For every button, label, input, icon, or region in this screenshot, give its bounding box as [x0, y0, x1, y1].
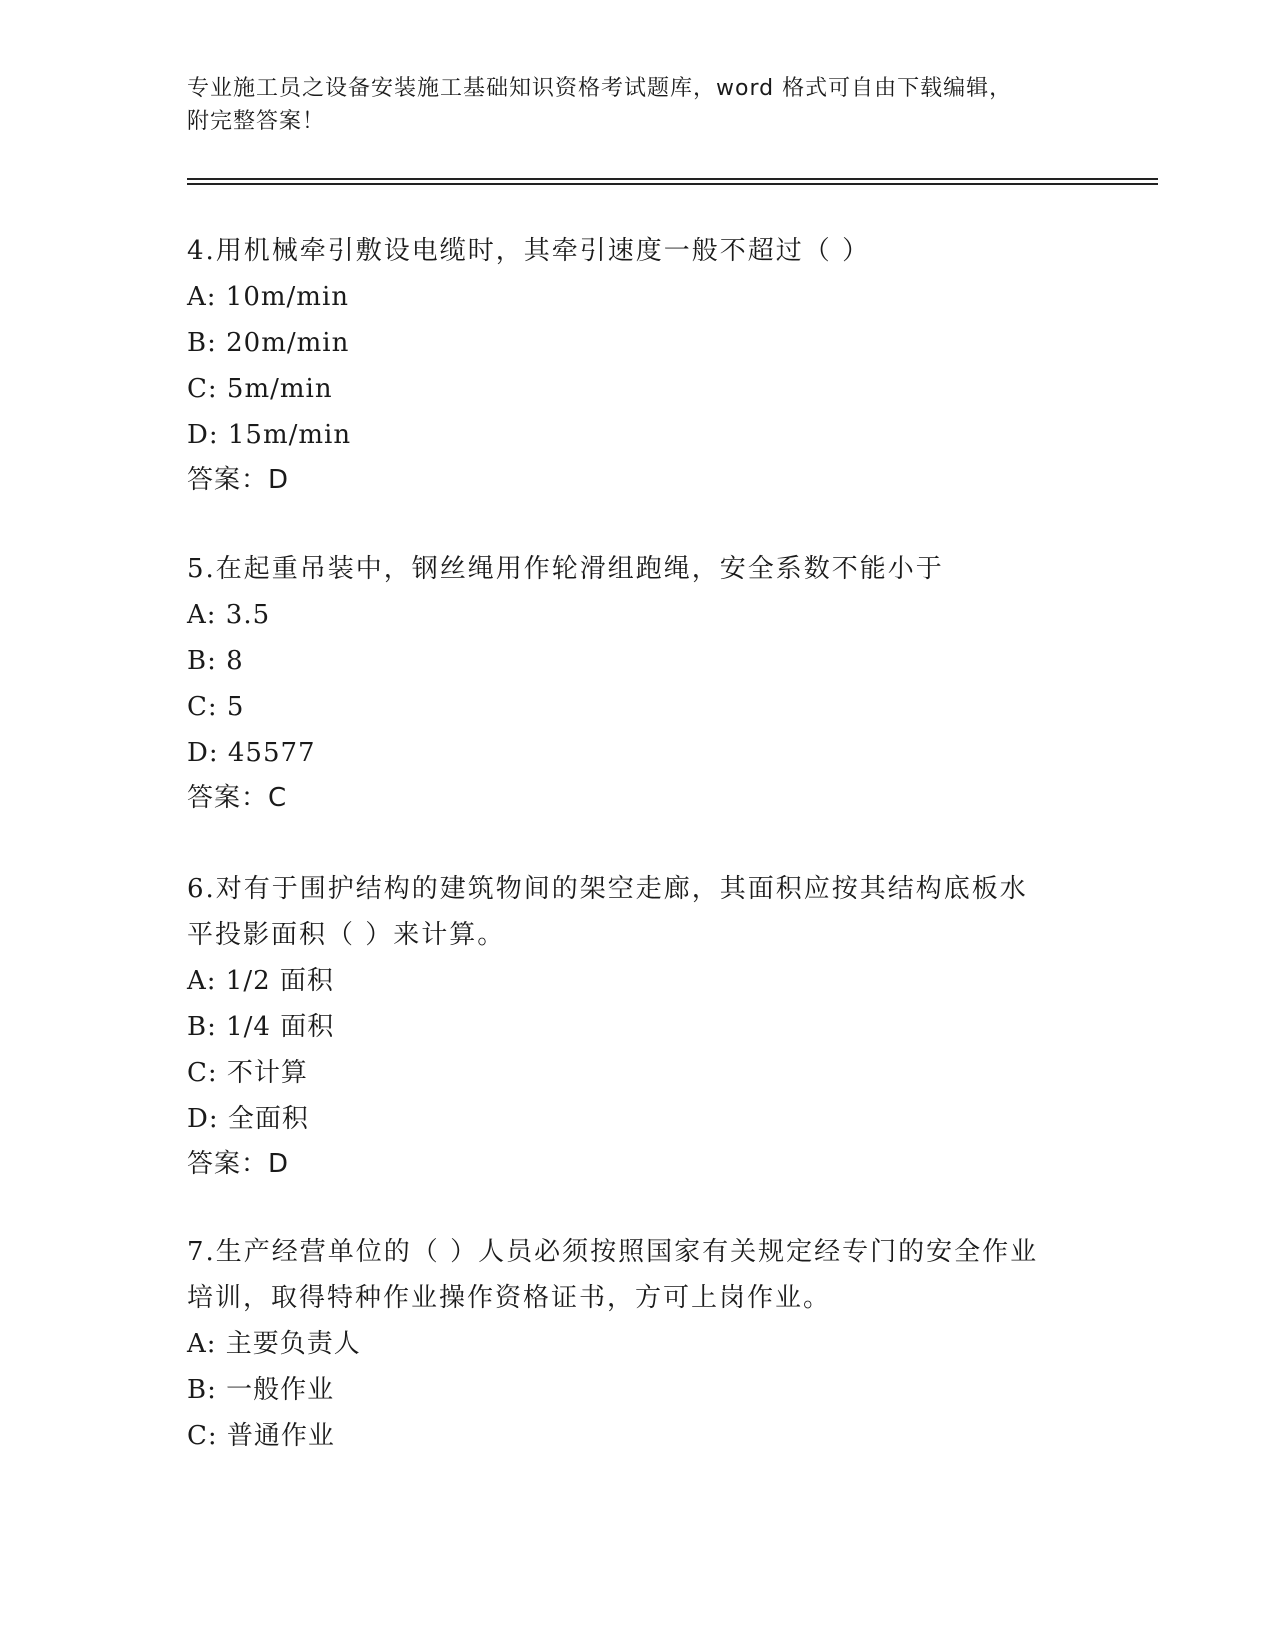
question-6 — [187, 866, 1087, 1186]
option-b: B: 一般作业 — [187, 1375, 335, 1405]
answer-line — [187, 776, 1087, 820]
answer-value: C — [268, 783, 288, 813]
answer-label: 答案： — [187, 1149, 269, 1179]
header-divider-top — [187, 178, 1158, 180]
option-b: B: 1/4 面积 — [187, 1012, 335, 1042]
header-divider-bottom — [187, 183, 1158, 185]
question-7 — [187, 1229, 1087, 1459]
option-a: A: 1/2 面积 — [187, 966, 334, 996]
option-a: A: 主要负责人 — [187, 1329, 361, 1359]
answer-value: D — [268, 465, 290, 495]
header-line-1: 专业施工员之设备安装施工基础知识资格考试题库，word 格式可自由下载编辑， — [187, 76, 1013, 101]
option-c: C: 5m/min — [187, 374, 333, 404]
question-title-line-1: 6.对有于围护结构的建筑物间的架空走廊，其面积应按其结构底板水 — [187, 874, 1028, 904]
option-c: C: 5 — [187, 692, 245, 722]
option-a: A: 3.5 — [187, 600, 271, 630]
option-d: D: 全面积 — [187, 1104, 309, 1134]
answer-line — [187, 1142, 1087, 1186]
answer-value: D — [268, 1149, 290, 1179]
question-title: 4.用机械牵引敷设电缆时，其牵引速度一般不超过（ ） — [187, 236, 871, 266]
option-a: A: 10m/min — [187, 282, 350, 312]
option-d: D: 15m/min — [187, 420, 352, 450]
question-5 — [187, 546, 1087, 820]
option-d: D: 45577 — [187, 738, 316, 768]
answer-line — [187, 458, 1087, 502]
header-line-2: 附完整答案！ — [187, 109, 326, 134]
answer-label: 答案： — [187, 465, 269, 495]
question-title-line-2: 培训，取得特种作业操作资格证书，方可上岗作业。 — [187, 1283, 832, 1313]
document-header — [187, 72, 1087, 138]
question-title: 5.在起重吊装中，钢丝绳用作轮滑组跑绳，安全系数不能小于 — [187, 554, 944, 584]
question-4 — [187, 228, 1087, 502]
question-title-line-1: 7.生产经营单位的（ ）人员必须按照国家有关规定经专门的安全作业 — [187, 1237, 1039, 1267]
option-b: B: 8 — [187, 646, 244, 676]
answer-label: 答案： — [187, 783, 269, 813]
option-b: B: 20m/min — [187, 328, 350, 358]
question-title-line-2: 平投影面积（ ）来计算。 — [187, 920, 506, 950]
option-c: C: 普通作业 — [187, 1421, 335, 1451]
option-c: C: 不计算 — [187, 1058, 308, 1088]
